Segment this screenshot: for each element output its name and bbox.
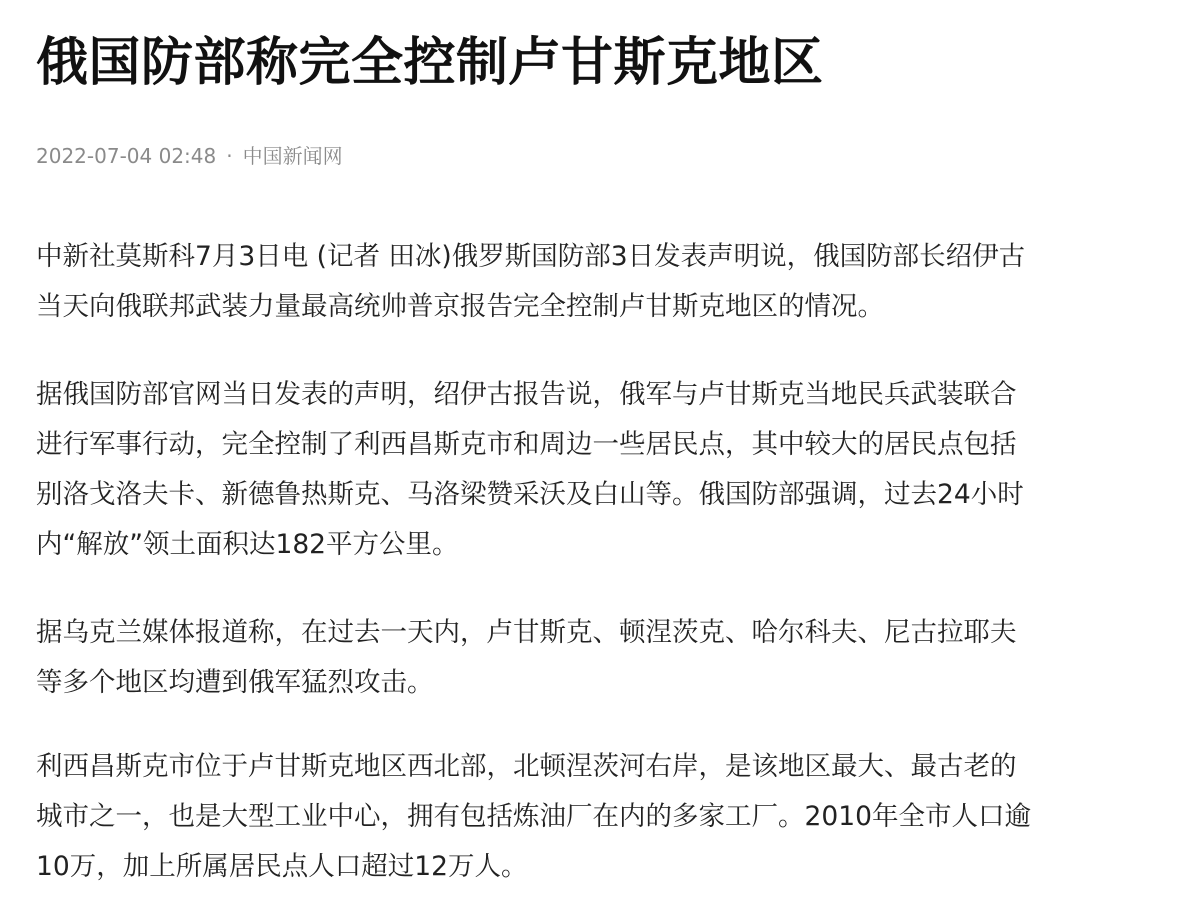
paragraph-line: 据乌克兰媒体报道称，在过去一天内，卢甘斯克、顿涅茨克、哈尔科夫、尼古拉耶夫 [36,617,1017,648]
paragraph-line: 别洛戈洛夫卡、新德鲁热斯克、马洛梁赞采沃及白山等。俄国防部强调，过去24小时 [36,479,1024,510]
paragraph-line: 等多个地区均遭到俄军猛烈攻击。 [36,667,434,698]
paragraph-line: 进行军事行动，完全控制了利西昌斯克市和周边一些居民点，其中较大的居民点包括 [36,429,1017,460]
news-source: 中国新闻网 [242,144,343,168]
paragraph-line: 10万，加上所属居民点人口超过12万人。 [36,851,528,882]
paragraph-line: 内“解放”领土面积达182平方公里。 [36,529,459,560]
article-paragraph-3 [36,608,1168,708]
article-meta [36,141,343,171]
paragraph-line: 当天向俄联邦武装力量最高统帅普京报告完全控制卢甘斯克地区的情况。 [36,291,884,322]
paragraph-line: 城市之一，也是大型工业中心，拥有包括炼油厂在内的多家工厂。2010年全市人口逾 [36,801,1031,832]
publish-date: 2022-07-04 02:48 [36,144,217,168]
paragraph-line: 中新社莫斯科7月3日电 (记者 田冰)俄罗斯国防部3日发表声明说，俄国防部长绍伊古 [36,241,1026,272]
article-paragraph-4 [36,742,1168,892]
article-paragraph-1 [36,232,1168,332]
paragraph-line: 据俄国防部官网当日发表的声明，绍伊古报告说，俄军与卢甘斯克当地民兵武装联合 [36,379,1017,410]
article-paragraph-2 [36,370,1168,570]
article-title: 俄国防部称完全控制卢甘斯克地区 [36,33,824,93]
paragraph-line: 利西昌斯克市位于卢甘斯克地区西北部，北顿涅茨河右岸，是该地区最大、最古老的 [36,751,1017,782]
meta-separator: · [226,144,233,168]
